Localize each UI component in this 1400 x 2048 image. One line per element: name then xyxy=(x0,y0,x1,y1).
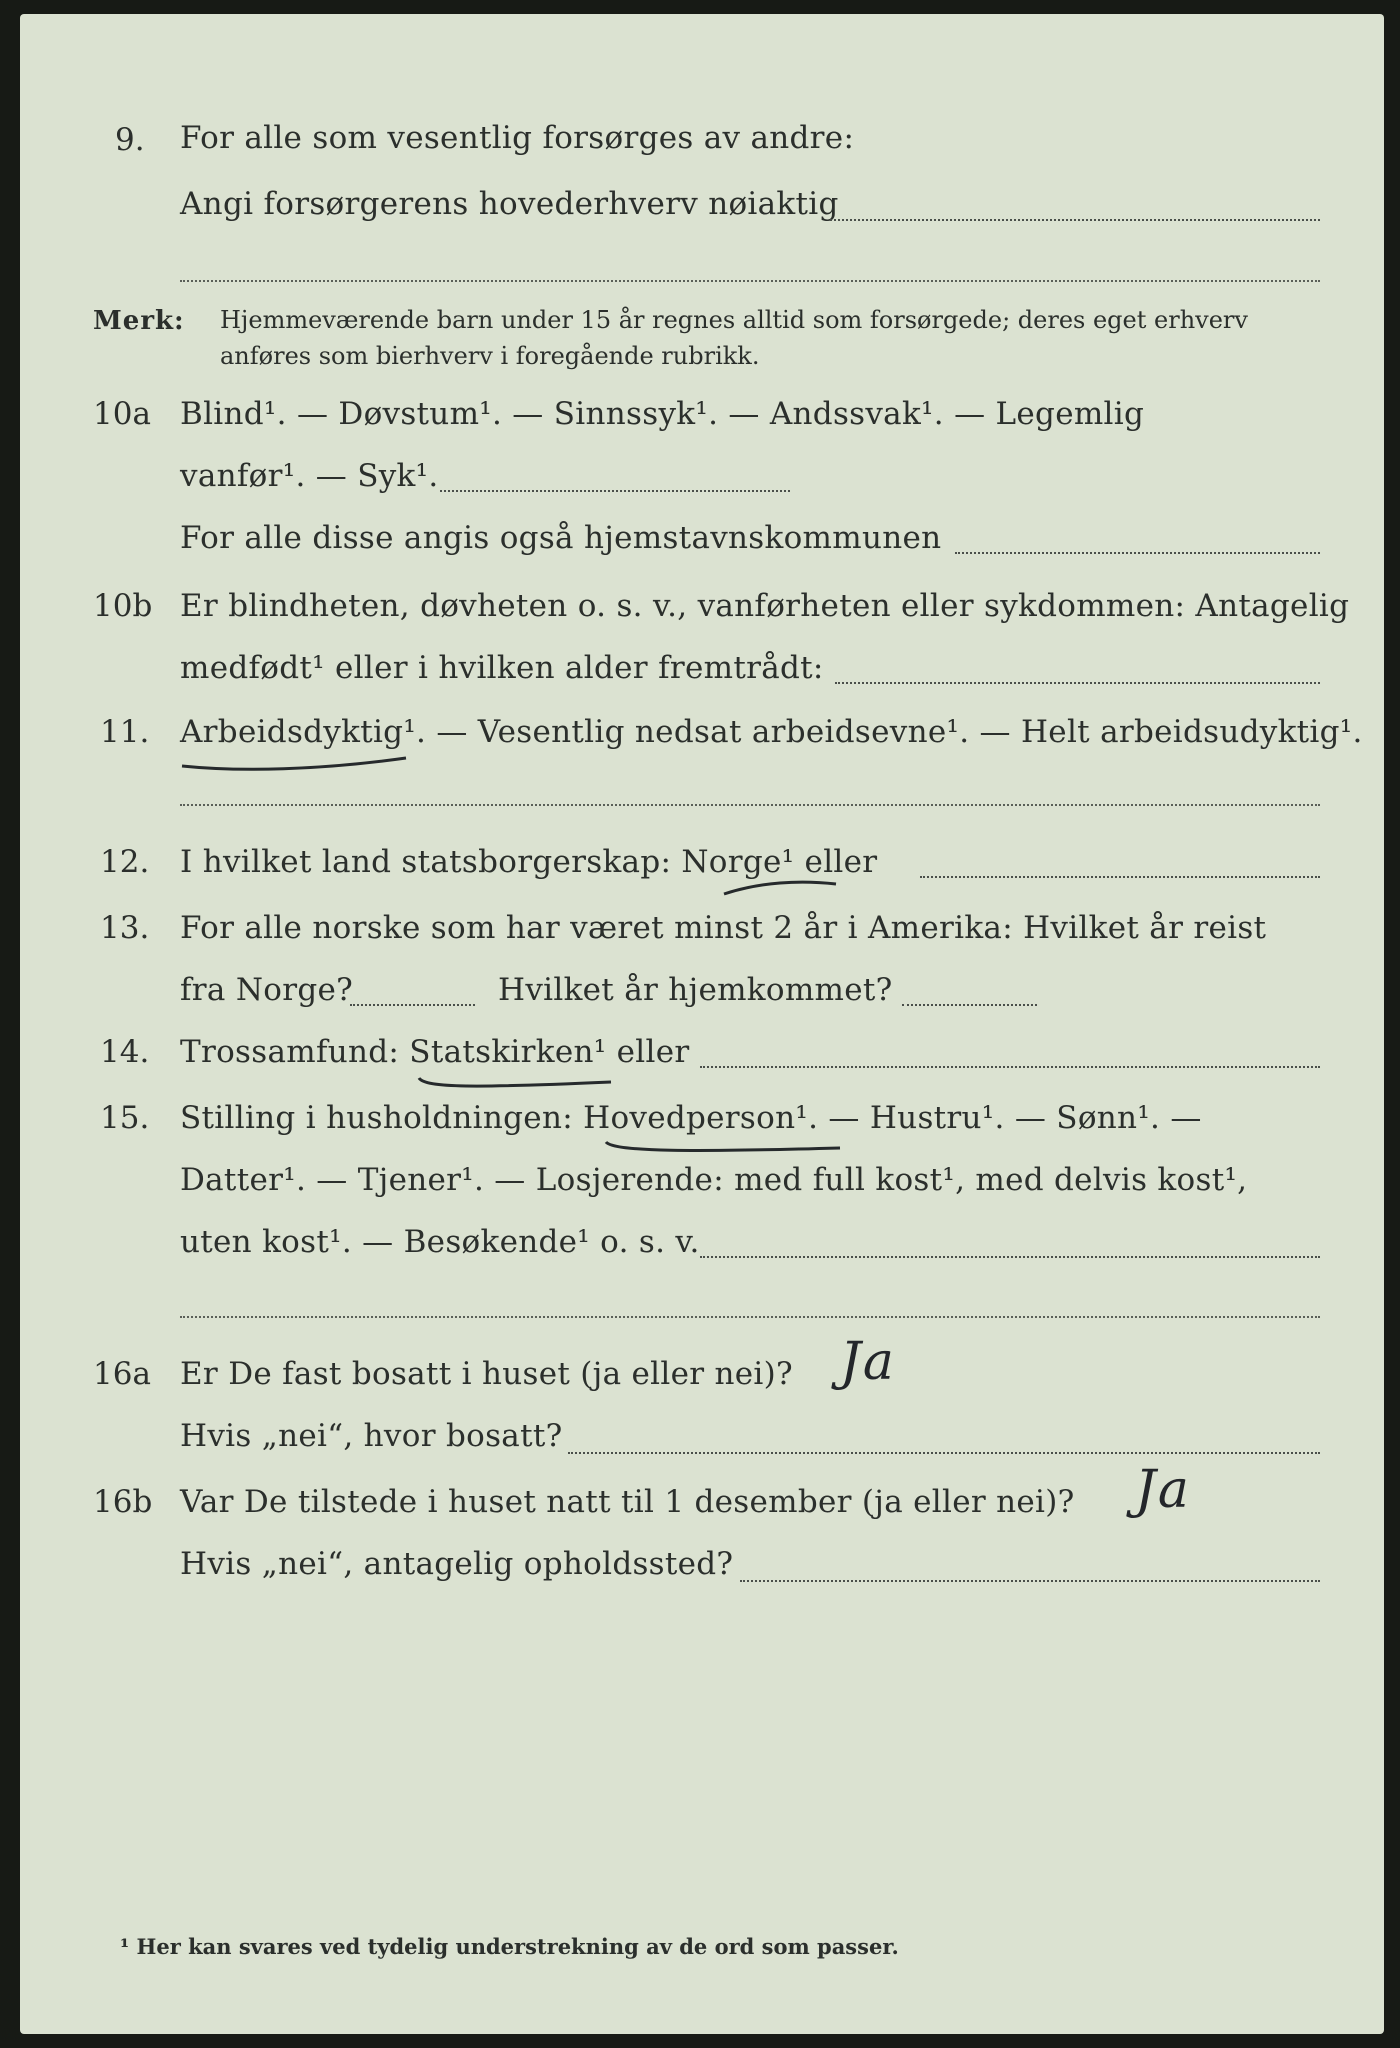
q16b-answer-line xyxy=(740,1580,1320,1582)
q13-hjemkommet-line xyxy=(902,1004,1037,1006)
q16a-number: 16a xyxy=(93,1356,151,1392)
merk-label: Merk: xyxy=(93,306,185,336)
q10a-number: 10a xyxy=(93,396,151,432)
q15-answer-line-2 xyxy=(180,1316,1320,1318)
q10a-line2: vanfør¹. — Syk¹. xyxy=(180,458,439,494)
q16b-number: 16b xyxy=(93,1484,153,1520)
q11-number: 11. xyxy=(100,714,150,750)
q10a-line3: For alle disse angis også hjemstavnskommunen xyxy=(180,520,942,556)
q15-answer-line xyxy=(700,1256,1320,1258)
q9-line1: For alle som vesentlig forsørges av andre: xyxy=(180,120,855,156)
q16b-handwritten-answer: Ja xyxy=(1135,1460,1191,1520)
q10b-answer-line xyxy=(835,682,1320,684)
q12-handwritten-underline xyxy=(720,876,840,900)
merk-line1: Hjemmeværende barn under 15 år regnes alltid som forsørgede; deres eget erhverv xyxy=(220,306,1248,334)
q9-line2: Angi forsørgerens hovederhverv nøiaktig xyxy=(180,186,839,222)
q10a-answer-line xyxy=(440,490,790,492)
q15-line3: uten kost¹. — Besøkende¹ o. s. v. xyxy=(180,1224,700,1260)
q15-handwritten-underline xyxy=(604,1134,844,1156)
q14-handwritten-underline xyxy=(415,1068,615,1092)
q14-answer-line xyxy=(700,1066,1320,1068)
q12-number: 12. xyxy=(100,844,150,880)
q15-line2: Datter¹. — Tjener¹. — Losjerende: med full kost¹, med delvis kost¹, xyxy=(180,1162,1248,1198)
q16b-line2: Hvis „nei“, antagelig opholdssted? xyxy=(180,1546,734,1582)
q13-reist-line xyxy=(350,1004,475,1006)
q11-line1: Arbeidsdyktig¹. — Vesentlig nedsat arbeidsevne¹. — Helt arbeidsudyktig¹. xyxy=(180,714,1363,750)
q10b-number: 10b xyxy=(93,588,153,624)
q16a-answer-line xyxy=(568,1452,1320,1454)
footnote: ¹ Her kan svares ved tydelig understrekning av de ord som passer. xyxy=(120,1934,899,1959)
q9-answer-line xyxy=(830,219,1320,221)
q14-line1: Trossamfund: Statskirken¹ eller xyxy=(180,1034,690,1070)
q9-answer-line-2 xyxy=(180,280,1320,282)
q10a-line1: Blind¹. — Døvstum¹. — Sinnssyk¹. — Andssvak¹. — Legemlig xyxy=(180,396,1145,432)
q13-number: 13. xyxy=(100,910,150,946)
merk-line2: anføres som bierhverv i foregående rubrikk. xyxy=(220,342,760,370)
q15-number: 15. xyxy=(100,1100,150,1136)
q10b-line1: Er blindheten, døvheten o. s. v., vanførheten eller sykdommen: Antagelig xyxy=(180,588,1350,624)
q15-line1: Stilling i husholdningen: Hovedperson¹. — Hustru¹. — Sønn¹. — xyxy=(180,1100,1202,1136)
q12-answer-line xyxy=(920,876,1320,878)
q10b-line2: medfødt¹ eller i hvilken alder fremtrådt: xyxy=(180,650,824,686)
q16a-handwritten-answer: Ja xyxy=(840,1332,896,1392)
q14-number: 14. xyxy=(100,1034,150,1070)
q16a-line1: Er De fast bosatt i huset (ja eller nei)? xyxy=(180,1356,793,1392)
q12-line1: I hvilket land statsborgerskap: Norge¹ eller xyxy=(180,844,878,880)
q13-line2a: fra Norge? xyxy=(180,972,354,1008)
census-form-page xyxy=(20,14,1384,2034)
q13-line1: For alle norske som har været minst 2 år i Amerika: Hvilket år reist xyxy=(180,910,1267,946)
q10a-hjemstavn-line xyxy=(955,552,1320,554)
q13-line2b: Hvilket år hjemkommet? xyxy=(498,972,893,1008)
q9-number: 9. xyxy=(115,122,145,158)
q16a-line2: Hvis „nei“, hvor bosatt? xyxy=(180,1418,563,1454)
q11-handwritten-underline xyxy=(180,752,410,774)
q11-answer-line xyxy=(180,804,1320,806)
q16b-line1: Var De tilstede i huset natt til 1 desember (ja eller nei)? xyxy=(180,1484,1075,1520)
